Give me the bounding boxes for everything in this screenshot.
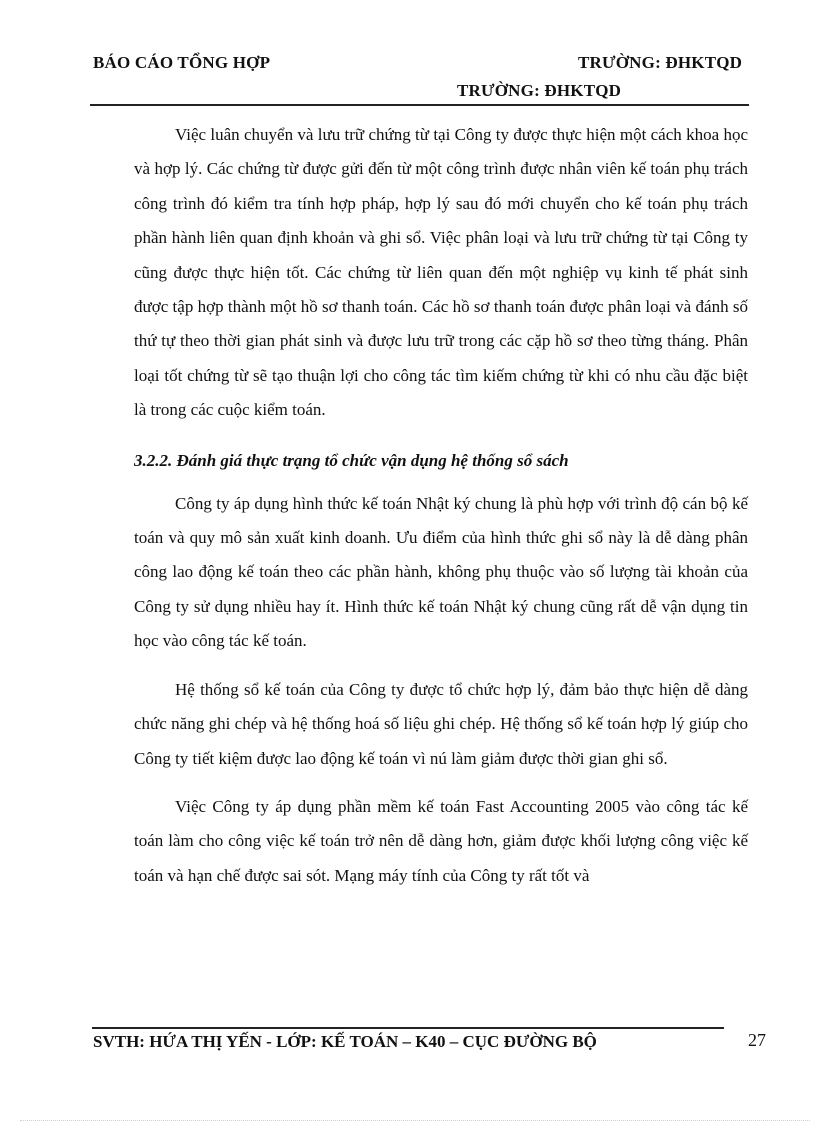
header-right-title: TRƯỜNG: ĐHKTQD (578, 53, 743, 72)
page-number: 27 (748, 1030, 766, 1050)
paragraph-journal-form: Công ty áp dụng hình thức kế toán Nhật ký chung là phù hợp với trình độ cán bộ kế toán và quy mô sản xuất kinh doanh. Ưu điểm của hình thức ghi sổ này là dễ dàng phân công lao động kế toán theo các phần hành, không phụ thuộc vào số lượng tài khoản của Công ty sử dụng nhiều hay ít. Hình thức kế toán Nhật ký chung cũng rất dễ vận dụng tin học vào công tác kế toán. (134, 493, 748, 651)
page-edge-divider (20, 1120, 810, 1121)
paragraph-ledger-system: Hệ thống sổ kế toán của Công ty được tổ chức hợp lý, đảm bảo thực hiện dễ dàng chức năng ghi chép và hệ thống hoá số liệu ghi chép. Hệ thống sổ kế toán hợp lý giúp cho Công ty tiết kiệm được lao động kế toán vì nú làm giảm được thời gian ghi sổ. (134, 679, 748, 768)
header-right-title-repeat: TRƯỜNG: ĐHKTQD (457, 81, 622, 100)
footer-rule (92, 1027, 724, 1029)
header-left-title: BÁO CÁO TỔNG HỢP (93, 53, 271, 72)
section-heading: 3.2.2. Đánh giá thực trạng tổ chức vận dụng hệ thống sổ sách (134, 450, 569, 470)
header-rule (90, 104, 749, 106)
paragraph-accounting-software: Việc Công ty áp dụng phần mềm kế toán Fast Accounting 2005 vào công tác kế toán làm cho công việc kế toán trở nên dễ dàng hơn, giảm được khối lượng công việc kế toán và hạn chế được sai sót. Mạng máy tính của Công ty rất tốt và (134, 796, 748, 885)
paragraph-document-circulation: Việc luân chuyển và lưu trữ chứng từ tại Công ty được thực hiện một cách khoa học và hợp lý. Các chứng từ được gửi đến từ một công trình được nhân viên kế toán phụ trách công trình đó kiểm tra tính hợp pháp, hợp lý sau đó mới chuyển cho kế toán phụ trách phần hành liên quan định khoản và ghi sổ. Việc phân loại và lưu trữ chứng từ tại Công ty cũng được thực hiện tốt. Các chứng từ liên quan đến một nghiệp vụ kinh tế phát sinh được tập hợp thành một hồ sơ thanh toán. Các hồ sơ thanh toán được phân loại và đánh số thứ tự theo thời gian phát sinh và được lưu trữ trong các cặp hồ sơ theo từng tháng. Phân loại tốt chứng từ sẽ tạo thuận lợi cho công tác tìm kiếm chứng từ khi có nhu cầu đặc biệt là trong các cuộc kiểm toán. (134, 125, 748, 420)
footer-student-info: SVTH: HỨA THỊ YẾN - LỚP: KẾ TOÁN – K40 – CỤC ĐƯỜNG BỘ (93, 1032, 597, 1051)
page-body (134, 118, 748, 893)
